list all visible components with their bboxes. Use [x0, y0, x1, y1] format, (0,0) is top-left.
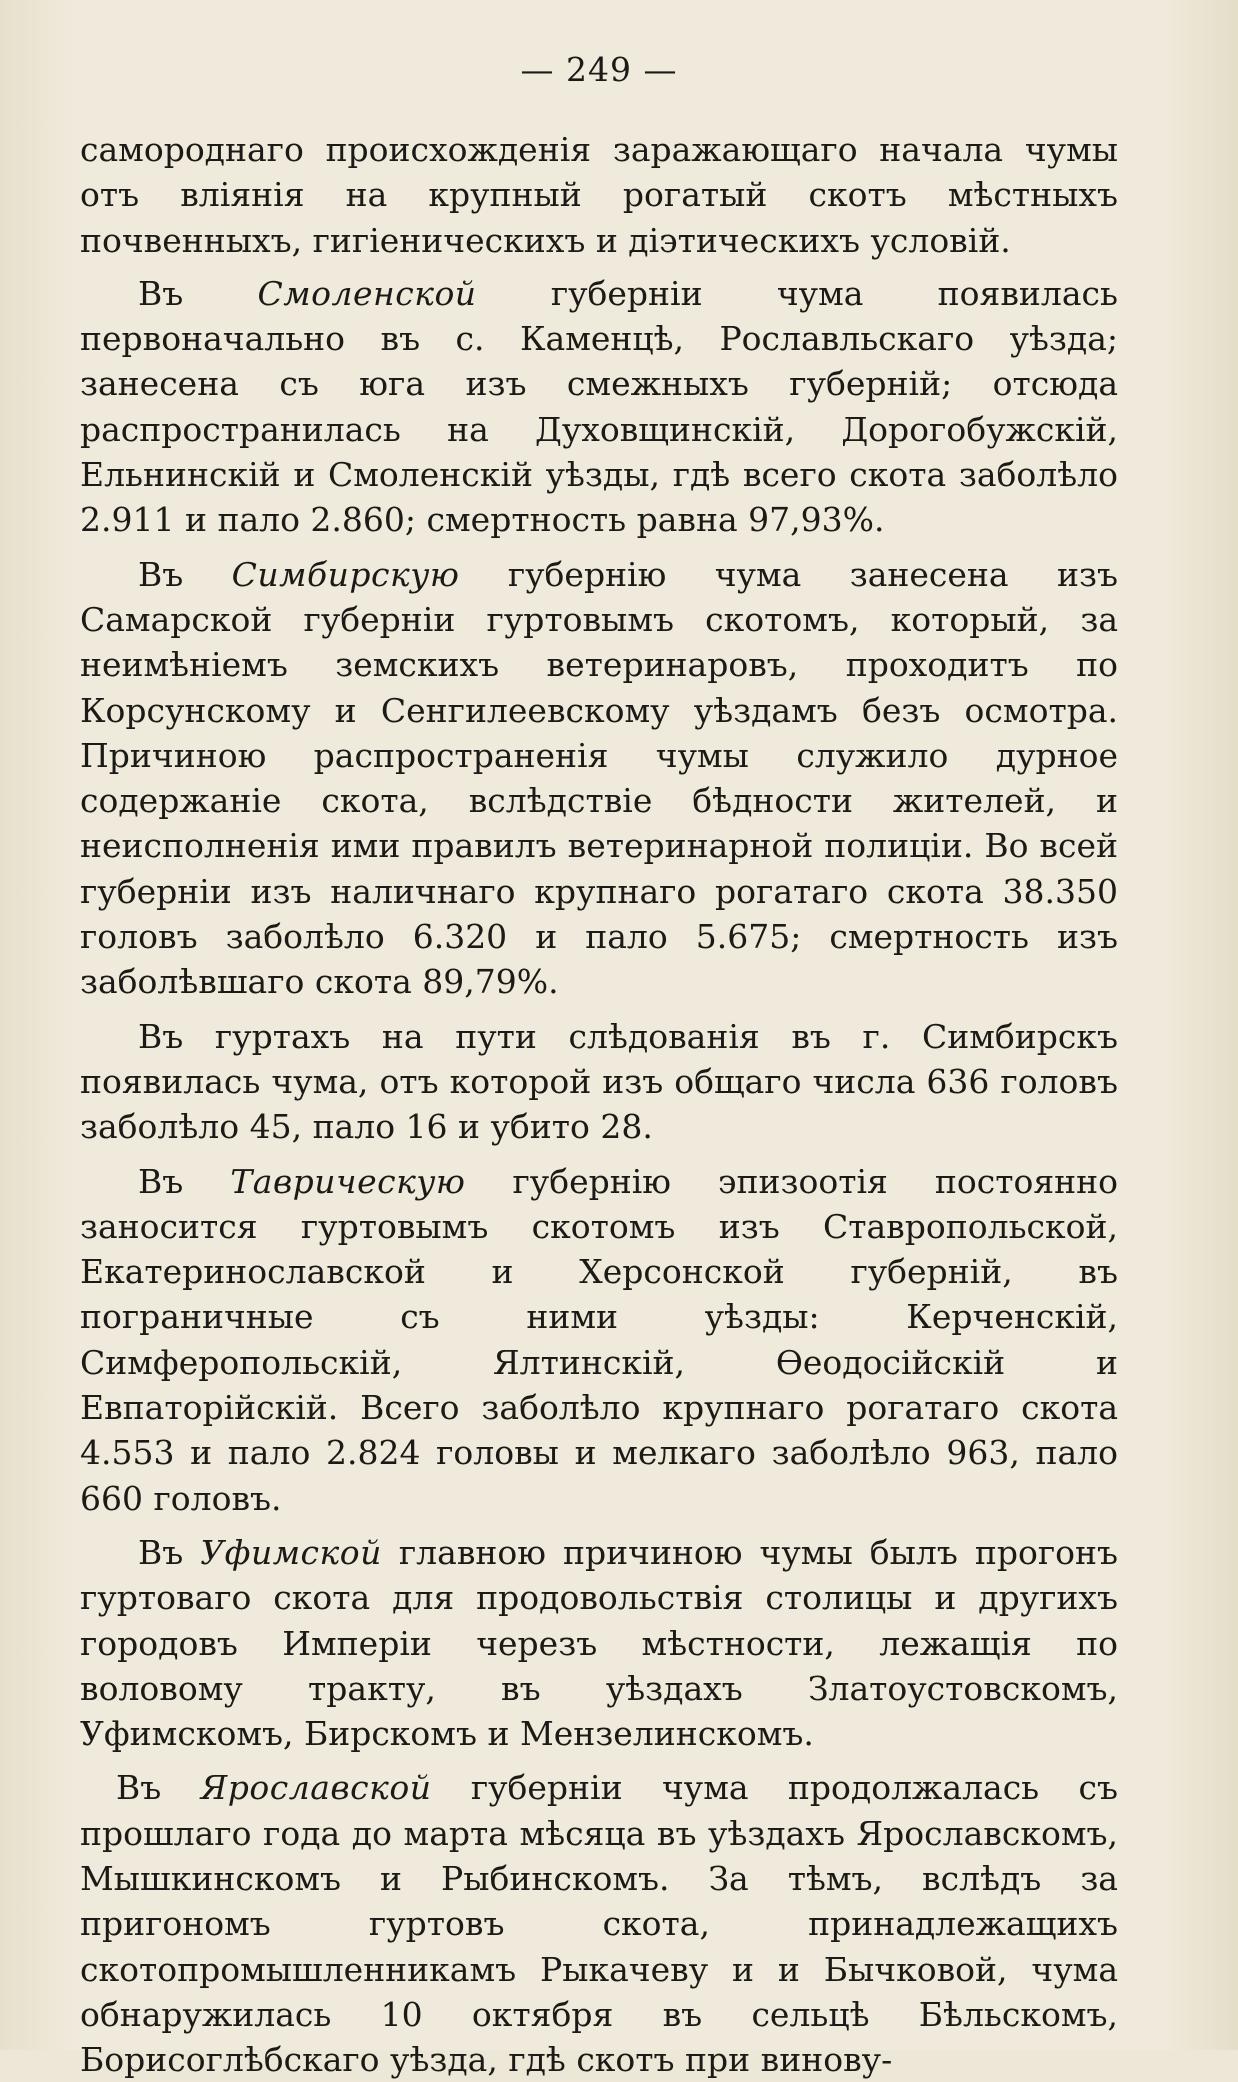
paragraph-ufa [80, 1530, 1118, 1756]
paragraph-lead: Въ [116, 1768, 201, 1808]
paragraph-text: губерніи чума продолжалась съ прошлаго года до марта мѣсяца въ уѣздахъ Ярославскомъ, Мышкинскомъ и Рыбинскомъ. За тѣмъ, вслѣдъ за пригономъ гуртовъ скота, принадлежащихъ скотопромышленникамъ Рыкачеву и и Бычковой, чума обнаружилась 10 октября въ сельцѣ Бѣльскомъ, Борисоглѣбскаго уѣзда, гдѣ скотъ при винову- [80, 1768, 1118, 2080]
paragraph-text: губернію чума занесена изъ Самарской губерніи гуртовымъ скотомъ, который, за неимѣніемъ земскихъ ветеринаровъ, проходитъ по Корсунскому и Сенгилеевскому уѣздамъ безъ осмотра. Причиною распространенія чумы служило дурное содержаніе скота, вслѣдствіе бѣдности жителей, и неисполненія ими правилъ ветеринарной полиціи. Во всей губерніи изъ наличнаго крупнаго рогатаго скота 38.350 головъ заболѣло 6.320 и пало 5.675; смертность изъ заболѣвшаго скота 89,79%. [80, 554, 1118, 1002]
paragraph-yaroslavl [80, 1765, 1118, 2082]
region-name: Симбирскую [231, 554, 460, 594]
paragraph-lead: Въ [138, 554, 232, 594]
region-name: Уфимской [200, 1532, 382, 1572]
page-number: — 249 — [520, 50, 678, 89]
paragraph-text: главною причиною чумы былъ прогонъ гуртоваго скота для продовольствія столицы и другихъ городовъ Имперіи черезъ мѣстности, лежащія по воловому тракту, въ уѣздахъ Златоустовскомъ, Уфимскомъ, Бирскомъ и Мензелинскомъ. [80, 1532, 1118, 1754]
paragraph-lead: Въ [138, 1161, 231, 1201]
paragraph-text: Въ гуртахъ на пути слѣдованія въ г. Симбирскъ появилась чума, отъ которой изъ общаго числа 636 головъ заболѣло 45, пало 16 и убито 28. [80, 1016, 1118, 1147]
paragraph-lead: Въ [138, 273, 258, 313]
paragraph-continuation [80, 127, 1118, 263]
paragraph-text: самороднаго происхожденія заражающаго начала чумы отъ вліянія на крупный рогатый скотъ мѣстныхъ почвенныхъ, гигіеническихъ и діэтическихъ условій. [80, 130, 1118, 260]
paragraph-tauride [80, 1159, 1118, 1521]
paragraph-lead: Въ [138, 1532, 201, 1572]
region-name: Таврическую [230, 1161, 466, 1201]
paragraph-text: губерніи чума появилась первоначально въ с. Каменцѣ, Рославльскаго уѣзда; занесена съ юга изъ смежныхъ губерній; отсюда распространилась на Духовщинскій, Дорогобужскій, Ельнинскій и Смоленскій уѣзды, гдѣ всего скота заболѣло 2.911 и пало 2.860; смертность равна 97,93%. [80, 273, 1118, 540]
paragraph-text: губернію эпизоотія постоянно заносится гуртовымъ скотомъ изъ Ставропольской, Екатеринославской и Херсонской губерній, въ пограничные съ ними уѣзды: Керченскій, Симферопольскій, Ялтинскій, Ѳеодосійскій и Евпаторійскій. Всего заболѣло крупнаго рогатаго скота 4.553 и пало 2.824 головы и мелкаго заболѣло 963, пало 660 головъ. [80, 1161, 1118, 1518]
paragraph-smolensk [80, 271, 1118, 543]
paragraph-simbirsk-herds [80, 1014, 1118, 1150]
region-name: Смоленской [257, 273, 477, 313]
region-name: Ярославской [200, 1768, 432, 1808]
paragraph-simbirsk [80, 552, 1118, 1005]
